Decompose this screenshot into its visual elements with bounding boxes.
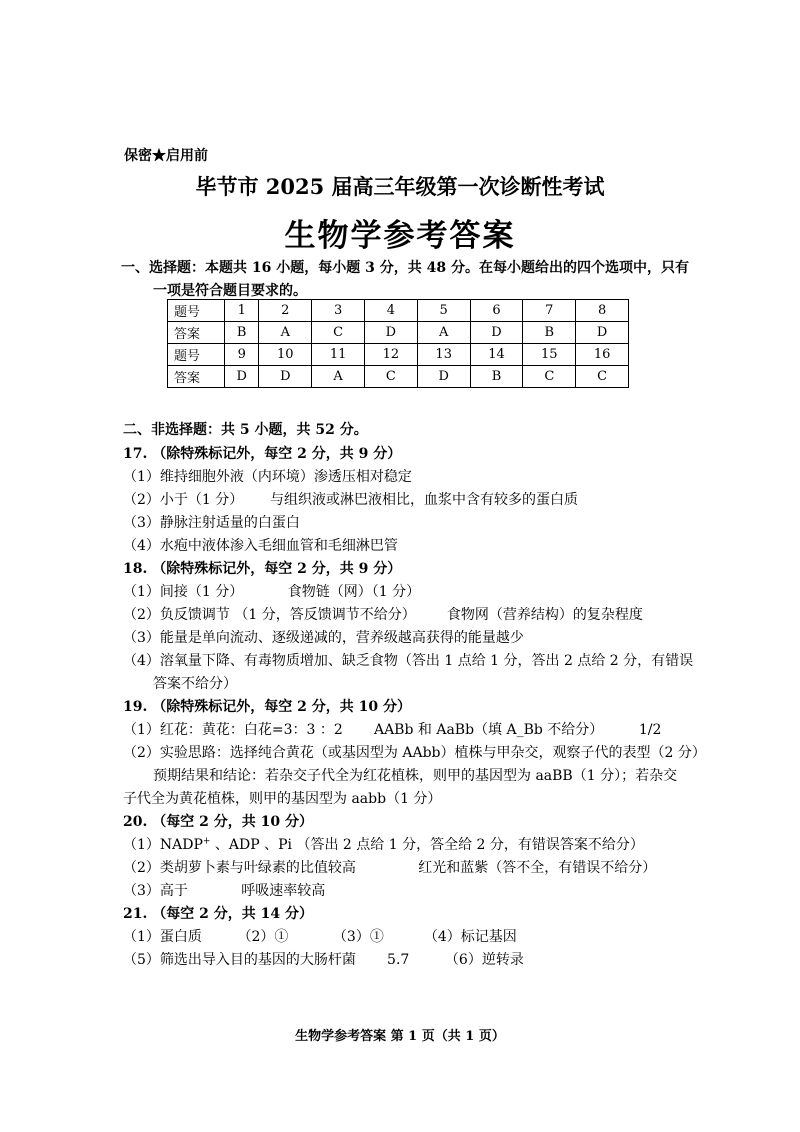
q17-answer-4: （4）水疱中液体渗入毛细血管和毛细淋巴管 <box>123 538 398 554</box>
answer-table-row-header: 答案 <box>168 366 225 388</box>
answer-table-row-header: 题号 <box>168 344 225 366</box>
exam-title: 毕节市 2025 届高三年级第一次诊断性考试 <box>195 174 605 199</box>
answer-table-row <box>168 366 629 388</box>
answer-table-cell: 13 <box>417 344 470 366</box>
answer-table-cell: A <box>312 366 365 388</box>
q21-answer-2: （5）筛选出导入目的基因的大肠杆菌 5.7 （6）逆转录 <box>123 952 524 968</box>
answer-table-cell: 1 <box>225 300 259 322</box>
answer-table-cell: D <box>225 366 259 388</box>
q20-answer-1-pre: （1）NADP <box>123 837 203 853</box>
q17-answer-3: （3）静脉注射适量的白蛋白 <box>123 515 300 531</box>
q20-heading: 20. （每空 2 分，共 10 分） <box>123 814 313 830</box>
answer-table-cell: 14 <box>470 344 523 366</box>
document-subtitle: 生物学参考答案 <box>284 218 516 254</box>
answer-table-cell: D <box>470 322 523 344</box>
q17-heading: 17. （除特殊标记外，每空 2 分，共 9 分） <box>123 446 402 462</box>
answer-table-cell: 9 <box>225 344 259 366</box>
q18-answer-1: （1）间接（1 分） 食物链（网）（1 分） <box>123 584 421 600</box>
answer-table-cell: B <box>523 322 576 344</box>
q20-answer-1-sup: + <box>202 836 211 847</box>
answer-table-row <box>168 300 629 322</box>
answer-table-cell: 8 <box>576 300 629 322</box>
q18-answer-2: （2）负反馈调节 （1 分，答反馈调节不给分） 食物网（营养结构）的复杂程度 <box>123 607 643 623</box>
answer-table-cell: 5 <box>417 300 470 322</box>
q19-answer-3: 预期结果和结论：若杂交子代全为红花植株，则甲的基因型为 aaBB（1 分）；若杂交 <box>153 768 678 784</box>
answer-table-cell: 2 <box>259 300 312 322</box>
q21-heading: 21. （每空 2 分，共 14 分） <box>123 906 313 922</box>
q18-heading: 18. （除特殊标记外，每空 2 分，共 9 分） <box>123 561 402 577</box>
answer-table-cell: D <box>417 366 470 388</box>
multiple-choice-answer-table <box>167 299 629 388</box>
answer-table-cell: D <box>365 322 418 344</box>
answer-table-cell: C <box>523 366 576 388</box>
answer-table-cell: C <box>312 322 365 344</box>
answer-table-cell: 3 <box>312 300 365 322</box>
answer-table-cell: 11 <box>312 344 365 366</box>
answer-table-cell: C <box>365 366 418 388</box>
answer-table-row-header: 答案 <box>168 322 225 344</box>
section2-heading: 二、非选择题：共 5 小题，共 52 分。 <box>123 422 368 438</box>
page-footer: 生物学参考答案 第 1 页（共 1 页） <box>295 1029 505 1044</box>
answer-table-row <box>168 322 629 344</box>
answer-table-cell: A <box>417 322 470 344</box>
section1-instructions-cont: 一项是符合题目要求的。 <box>153 283 307 299</box>
answer-table-cell: 10 <box>259 344 312 366</box>
q19-heading: 19. （除特殊标记外，每空 2 分，共 10 分） <box>123 699 411 715</box>
q19-answer-1: （1）红花：黄花：白花=3：3 ：2 AABb 和 AaBb（填 A_Bb 不给分） 1/2 <box>123 722 662 738</box>
answer-table-cell: 16 <box>576 344 629 366</box>
answer-table-row <box>168 344 629 366</box>
q18-answer-3: （3）能量是单向流动、逐级递减的，营养级越高获得的能量越少 <box>123 630 524 646</box>
answer-table-cell: B <box>225 322 259 344</box>
q20-answer-3: （3）高于 呼吸速率较高 <box>123 883 326 899</box>
q19-answer-2: （2）实验思路：选择纯合黄花（或基因型为 AAbb）植株与甲杂交，观察子代的表型（2 分） <box>123 745 706 761</box>
answer-table-cell: 6 <box>470 300 523 322</box>
answer-table-cell: 4 <box>365 300 418 322</box>
answer-table-row-header: 题号 <box>168 300 225 322</box>
q20-answer-1-post: 、ADP 、Pi （答出 2 点给 1 分，答全给 2 分，有错误答案不给分） <box>210 837 644 853</box>
q17-answer-1: （1）维持细胞外液（内环境）渗透压相对稳定 <box>123 469 412 485</box>
answer-table-cell: 12 <box>365 344 418 366</box>
answer-table-cell: B <box>470 366 523 388</box>
answer-table-cell: 7 <box>523 300 576 322</box>
q18-answer-4: （4）溶氧量下降、有毒物质增加、缺乏食物（答出 1 点给 1 分，答出 2 点给 2 分，有错误 <box>123 653 694 669</box>
confidential-label: 保密★启用前 <box>124 148 208 164</box>
answer-table-cell: D <box>259 366 312 388</box>
q20-answer-1 <box>123 834 644 854</box>
section1-instructions: 一、选择题：本题共 16 小题，每小题 3 分，共 48 分。在每小题给出的四个选项中，只有 <box>121 260 689 276</box>
q18-answer-4-cont: 答案不给分） <box>153 676 237 692</box>
answer-table-cell: C <box>576 366 629 388</box>
answer-table-cell: A <box>259 322 312 344</box>
answer-table-cell: D <box>576 322 629 344</box>
q20-answer-2: （2）类胡萝卜素与叶绿素的比值较高 红光和蓝紫（答不全，有错误不给分） <box>123 860 657 876</box>
q21-answer-1: （1）蛋白质 （2）① （3）① （4）标记基因 <box>123 929 517 945</box>
answer-table-cell: 15 <box>523 344 576 366</box>
q19-answer-3-cont: 子代全为黄花植株，则甲的基因型为 aabb（1 分） <box>123 791 442 807</box>
q17-answer-2: （2）小于（1 分） 与组织液或淋巴液相比，血浆中含有较多的蛋白质 <box>123 492 578 508</box>
